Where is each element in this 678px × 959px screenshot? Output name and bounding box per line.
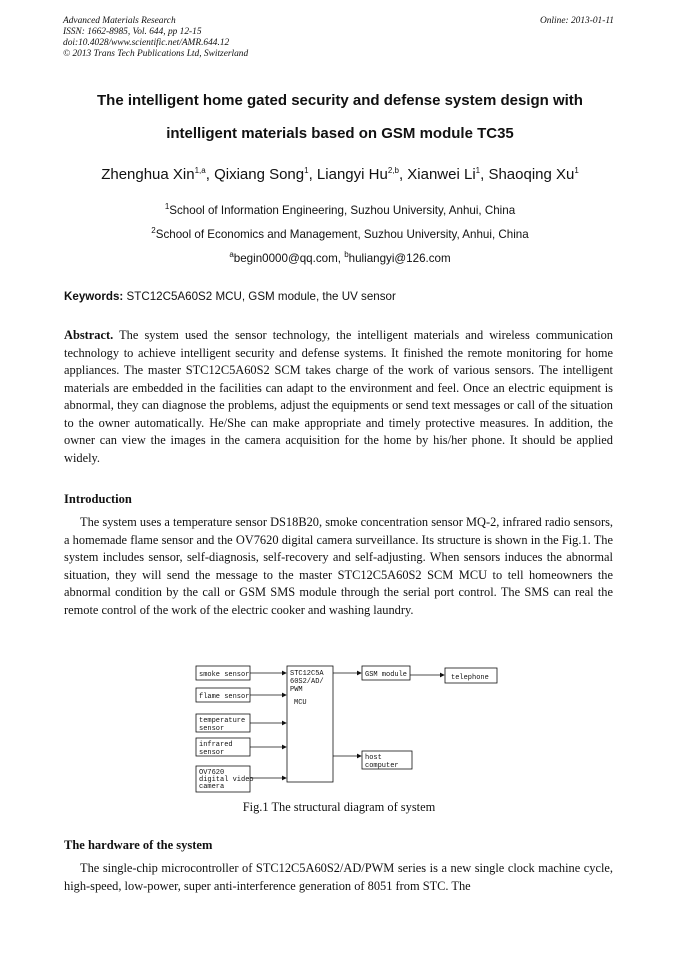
gsm-module-box (362, 666, 410, 680)
author: Qixiang Song$^1$ (214, 166, 309, 183)
journal-metadata (63, 16, 248, 60)
keywords-label: Keywords: (64, 290, 124, 303)
figure-caption: Fig.1 The structural diagram of system (242, 800, 436, 814)
svg-text:sensor: sensor (199, 749, 225, 757)
paper-title-line-1: The intelligent home gated security and defense system design with (97, 92, 583, 109)
author: Liangyi Hu$^{2,b}$ (316, 166, 399, 183)
svg-text:smoke sensor: smoke sensor (199, 671, 250, 679)
keywords-text: STC12C5A60S2 MCU, GSM module, the UV sensor (126, 290, 396, 303)
svg-text:flame sensor: flame sensor (199, 693, 250, 701)
intro-paragraph: The system uses a temperature sensor DS18B20, smoke concentration sensor MQ-2, infrared radio sensors, a homemade flame sensor and the OV7620 digital camera surveillance. Its structure is shown in the Fig.1. The system includes sensor, self-diagnosis, self-recovery and self-adjusting. When sensors induces the abnormal situation, they will send the message to the master STC12C5A60S2 SCM MCU to tell homeowners the abnormal condition by the call or GSM SMS module through the serial port control. The SMS can real the remote control of the work of the electric cooker and washing laundry. (64, 515, 613, 617)
author: Zhenghua Xin$^{1,a}$ (101, 166, 206, 183)
svg-text:PWM: PWM (290, 686, 303, 694)
svg-text:telephone: telephone (451, 674, 489, 682)
svg-text:camera: camera (199, 783, 225, 791)
hardware-paragraph: The single-chip microcontroller of STC12C5A60S2/AD/PWM series is a new single clock machine cycle, high-speed, low-power, super anti-interference generation of 8051 from STC. The (64, 861, 613, 893)
affiliation-2: $^2$School of Economics and Management, Suzhou University, Anhui, China (151, 226, 529, 241)
temperature-sensor-box (196, 714, 250, 733)
camera-box (196, 766, 254, 792)
svg-text:OV7620: OV7620 (199, 769, 225, 777)
mcu-box (287, 666, 333, 782)
svg-text:temperature: temperature (199, 717, 246, 725)
svg-text:computer: computer (365, 762, 399, 770)
svg-text:STC12C5A: STC12C5A (290, 670, 324, 678)
journal-name: Advanced Materials Research (63, 16, 176, 26)
paper-title-line-2: intelligent materials based on GSM module TC35 (166, 125, 514, 142)
intro-heading: Introduction (64, 492, 132, 506)
affiliation-1: $^1$School of Information Engineering, Suzhou University, Anhui, China (164, 202, 516, 217)
issn-line: ISSN: 1662-8985, Vol. 644, pp 12-15 (63, 27, 202, 37)
author-list: Zhenghua Xin$^{1,a}$, Qixiang Song$^1$, Liangyi Hu$^{2,b}$, Xianwei Li$^1$, Shaoqing Xu$^1$ (101, 166, 579, 183)
hardware-heading: The hardware of the system (64, 838, 213, 852)
svg-text:infrared: infrared (199, 741, 233, 749)
structure-diagram (190, 660, 510, 796)
host-computer-box (362, 751, 412, 770)
abstract (64, 327, 613, 467)
author: Shaoqing Xu$^1$ (488, 166, 579, 183)
email-line: $^a$begin0000@qq.com, $^b$huliangyi@126.com (229, 250, 451, 265)
svg-text:digital video: digital video (199, 776, 254, 784)
svg-text:GSM module: GSM module (365, 671, 408, 679)
doi-line: doi:10.4028/www.scientific.net/AMR.644.12 (63, 38, 230, 48)
author: Xianwei Li$^1$ (407, 166, 481, 183)
flame-sensor-box (196, 688, 250, 702)
copyright-line: © 2013 Trans Tech Publications Ltd, Switzerland (63, 49, 249, 59)
svg-text:60S2/AD/: 60S2/AD/ (290, 678, 324, 686)
telephone-box (445, 668, 497, 683)
infrared-sensor-box (196, 738, 250, 757)
smoke-sensor-box (196, 666, 250, 680)
abstract-label: Abstract. (64, 328, 114, 342)
abstract-text: The system used the sensor technology, the intelligent materials and wireless communication technology to achieve intelligent security and defense systems. It finished the remote monitoring for home appliances. The master STC12C5A60S2 SCM takes charge of the work of various sensors. The intelligent materials are embedded in the facilities can adapt to the environment and feel. Once an electric equipment is abnormal, they can diagnose the problems, adjust the equipments or send text messages or call of the situation to the owner automatically. He/She can make appropriate and timely protective measures. In addition, the owner can view the images in the camera acquisition for the home by his/her phone. It should be applied widely. (64, 328, 613, 465)
svg-text:MCU: MCU (294, 699, 307, 707)
svg-text:sensor: sensor (199, 725, 225, 733)
keywords-line (64, 290, 396, 303)
svg-text:host: host (365, 754, 382, 762)
online-date: Online: 2013-01-11 (539, 16, 614, 26)
